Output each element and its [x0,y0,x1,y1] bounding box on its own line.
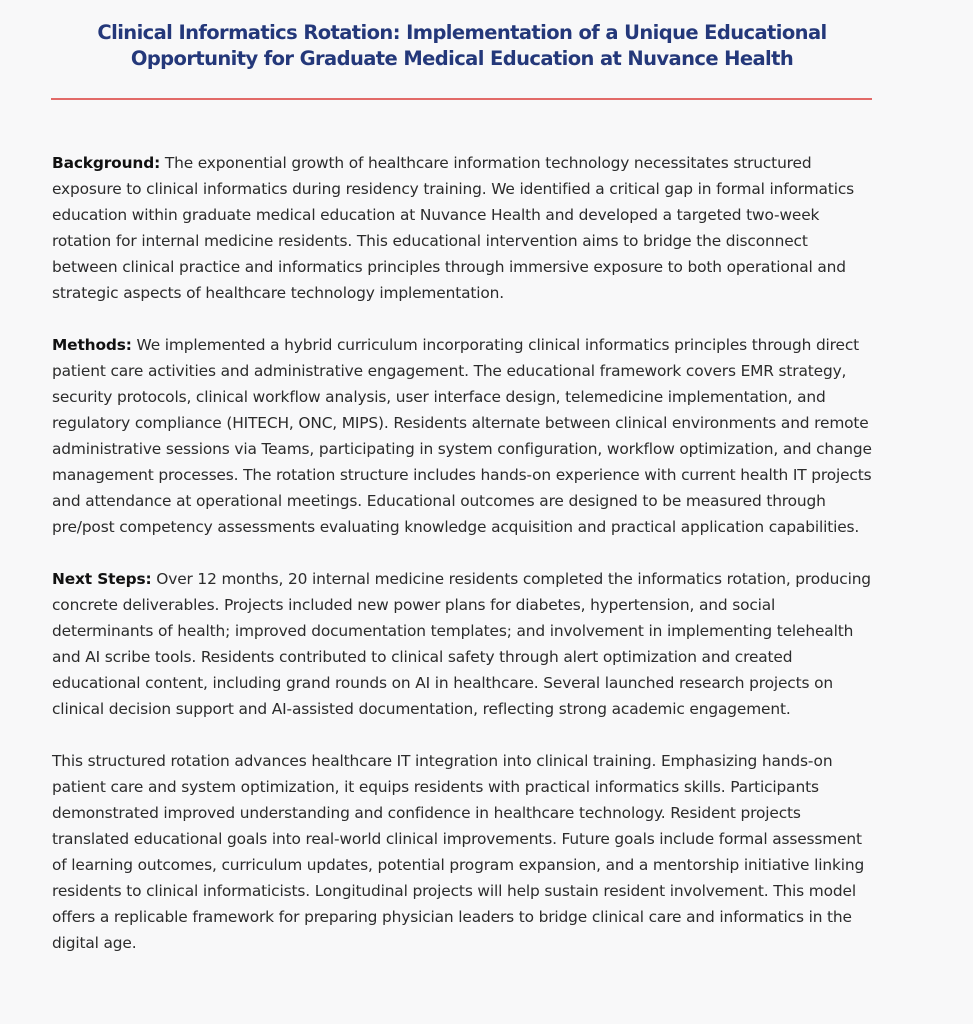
section-background [52,150,872,306]
abstract-page [52,0,872,952]
section-heading-methods: Methods: [52,336,132,354]
section-heading-background: Background: [52,154,161,172]
section-text-next-steps: Over 12 months, 20 internal medicine residents completed the informatics rotation, producing concrete deliverables. Projects included new power plans for diabetes, hypertension, and social determinants of health; improved documentation templates; and involvement in implementing telehealth and AI scribe tools. Residents contributed to clinical safety through alert optimization and created educational content, including grand rounds on AI in healthcare. Several launched research projects on clinical decision support and AI-assisted documentation, reflecting strong academic engagement. [52,570,871,718]
section-text-background: The exponential growth of healthcare information technology necessitates structured exposure to clinical informatics during residency training. We identified a critical gap in formal informatics education within graduate medical education at Nuvance Health and developed a targeted two-week rotation for internal medicine residents. This educational intervention aims to bridge the disconnect between clinical practice and informatics principles through immersive exposure to both operational and strategic aspects of healthcare technology implementation. [52,154,854,302]
title-line-1: Clinical Informatics Rotation: Implementation of a Unique Educational [97,21,827,44]
section-text-methods: We implemented a hybrid curriculum incorporating clinical informatics principles through direct patient care activities and administrative engagement. The educational framework covers EMR strategy, security protocols, clinical workflow analysis, user interface design, telemedicine implementation, and regulatory compliance (HITECH, ONC, MIPS). Residents alternate between clinical environments and remote administrative sessions via Teams, participating in system configuration, workflow optimization, and change management processes. The rotation structure includes hands-on experience with current health IT projects and attendance at operational meetings. Educational outcomes are designed to be measured through pre/post competency assessments evaluating knowledge acquisition and practical application capabilities. [52,336,872,536]
section-next-steps [52,566,872,722]
title-divider [51,98,872,100]
section-methods [52,332,872,540]
section-text-conclusion: This structured rotation advances healthcare IT integration into clinical training. Emphasizing hands-on patient care and system optimization, it equips residents with practical informatics skills. Participants demonstrated improved understanding and confidence in healthcare technology. Resident projects translated educational goals into real-world clinical improvements. Future goals include formal assessment of learning outcomes, curriculum updates, potential program expansion, and a mentorship initiative linking residents to clinical informaticists. Longitudinal projects will help sustain resident involvement. This model offers a replicable framework for preparing physician leaders to bridge clinical care and informatics in the digital age. [52,752,865,952]
section-heading-next-steps: Next Steps: [52,570,152,588]
section-conclusion [52,748,872,956]
document-title [52,20,872,72]
abstract-body [52,150,872,982]
title-line-2: Opportunity for Graduate Medical Education at Nuvance Health [130,47,794,70]
